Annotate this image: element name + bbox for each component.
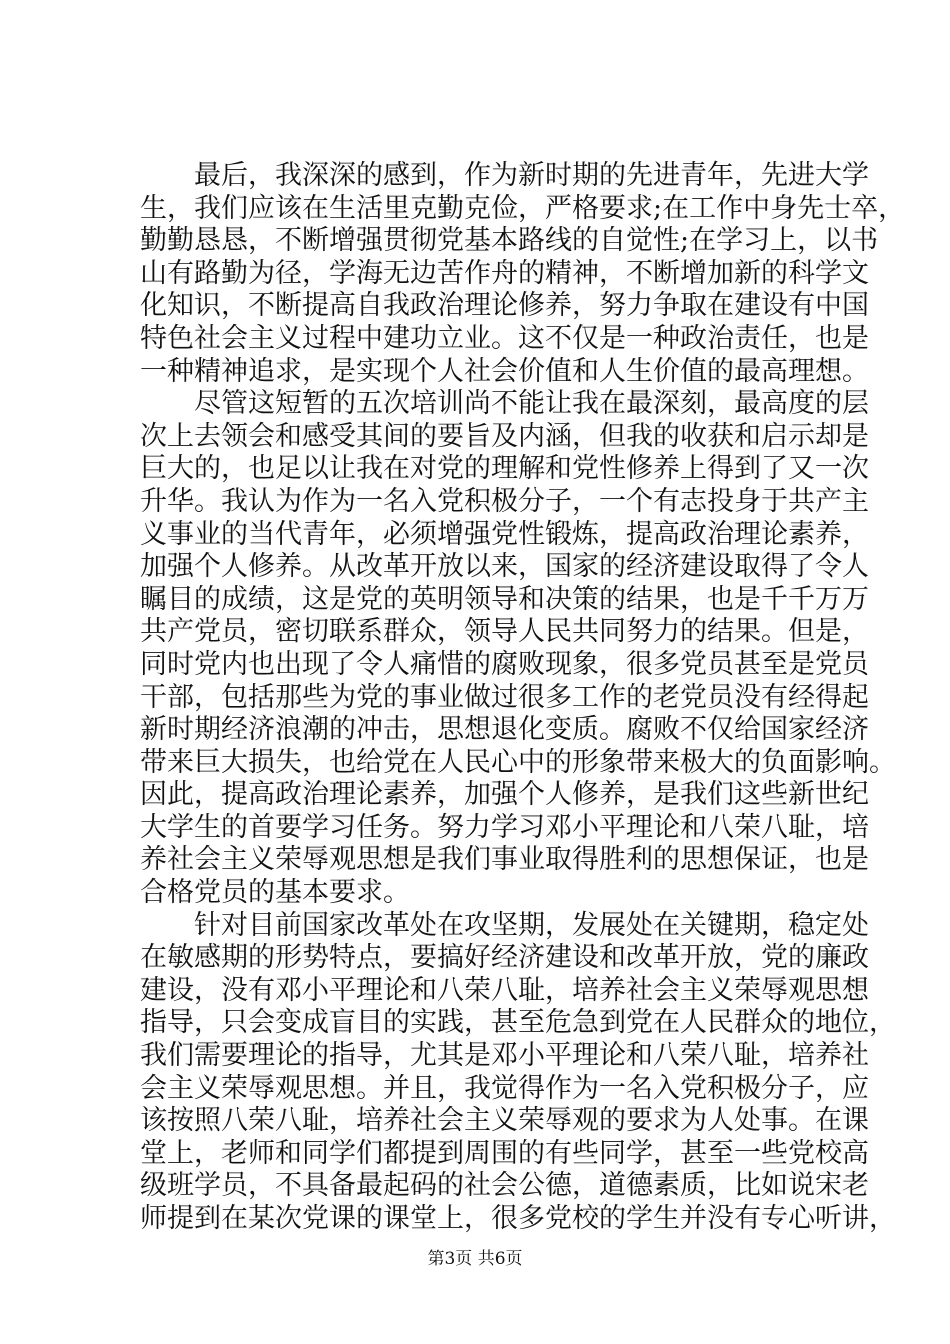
text-line: 因此，提高政治理论素养，加强个人修养，是我们这些新世纪 xyxy=(140,779,869,811)
text-line: 堂上，老师和同学们都提到周围的有些同学，甚至一些党校高 xyxy=(140,1137,869,1169)
text-line: 巨大的，也足以让我在对党的理解和党性修养上得到了又一次 xyxy=(140,453,869,485)
text-line: 师提到在某次党课的课堂上，很多党校的学生并没有专心听讲， xyxy=(140,1203,896,1234)
text-line: 瞩目的成绩，这是党的英明领导和决策的结果，也是千千万万 xyxy=(140,583,869,615)
text-line: 化知识，不断提高自我政治理论修养，努力争取在建设有中国 xyxy=(140,290,869,322)
text-line: 特色社会主义过程中建功立业。这不仅是一种政治责任，也是 xyxy=(140,322,869,354)
text-line: 我们需要理论的指导，尤其是邓小平理论和八荣八耻，培养社 xyxy=(140,1040,869,1072)
text-line: 指导，只会变成盲目的实践，甚至危急到党在人民群众的地位， xyxy=(140,1007,896,1039)
text-line: 加强个人修养。从改革开放以来，国家的经济建设取得了令人 xyxy=(140,551,869,583)
text-line: 养社会主义荣辱观思想是我们事业取得胜利的思想保证，也是 xyxy=(140,844,869,876)
text-line: 新时期经济浪潮的冲击，思想退化变质。腐败不仅给国家经济 xyxy=(140,714,869,746)
text-line: 带来巨大损失，也给党在人民心中的形象带来极大的负面影响。 xyxy=(140,746,896,778)
text-line: 该按照八荣八耻，培养社会主义荣辱观的要求为人处事。在课 xyxy=(140,1105,869,1137)
paragraph-3 xyxy=(140,909,896,1236)
text-line: 会主义荣辱观思想。并且，我觉得作为一名入党积极分子，应 xyxy=(140,1072,869,1104)
text-line: 生，我们应该在生活里克勤克俭，严格要求;在工作中身先士卒， xyxy=(140,192,906,224)
text-line: 次上去领会和感受其间的要旨及内涵，但我的收获和启示却是 xyxy=(140,420,869,452)
text-line: 针对目前国家改革处在攻坚期，发展处在关键期，稳定处 xyxy=(194,909,869,941)
text-line: 干部，包括那些为党的事业做过很多工作的老党员没有经得起 xyxy=(140,681,869,713)
text-line: 在敏感期的形势特点，要搞好经济建设和改革开放，党的廉政 xyxy=(140,942,869,974)
text-line: 大学生的首要学习任务。努力学习邓小平理论和八荣八耻，培 xyxy=(140,811,869,843)
paragraph-1 xyxy=(140,160,906,388)
text-line: 升华。我认为作为一名入党积极分子，一个有志投身于共产主 xyxy=(140,485,869,517)
text-line: 义事业的当代青年，必须增强党性锻炼，提高政治理论素养， xyxy=(140,518,869,550)
text-line: 建设，没有邓小平理论和八荣八耻，培养社会主义荣辱观思想 xyxy=(140,974,869,1006)
text-line: 一种精神追求，是实现个人社会价值和人生价值的最高理想。 xyxy=(140,355,869,387)
page-footer: 第3页 共6页 xyxy=(427,1249,523,1269)
text-line: 尽管这短暂的五次培训尚不能让我在最深刻，最高度的层 xyxy=(194,388,869,420)
text-line: 合格党员的基本要求。 xyxy=(140,877,410,909)
text-line: 级班学员，不具备最起码的社会公德，道德素质，比如说宋老 xyxy=(140,1170,869,1202)
body-text xyxy=(140,160,906,1236)
text-line: 同时党内也出现了令人痛惜的腐败现象，很多党员甚至是党员 xyxy=(140,648,869,680)
text-line: 勤勤恳恳，不断增强贯彻党基本路线的自觉性;在学习上，以书 xyxy=(140,225,879,257)
text-line: 最后，我深深的感到，作为新时期的先进青年，先进大学 xyxy=(194,160,869,191)
paragraph-2 xyxy=(140,388,896,910)
text-line: 山有路勤为径，学海无边苦作舟的精神，不断增加新的科学文 xyxy=(140,257,869,289)
text-line: 共产党员，密切联系群众，领导人民共同努力的结果。但是， xyxy=(140,616,869,648)
